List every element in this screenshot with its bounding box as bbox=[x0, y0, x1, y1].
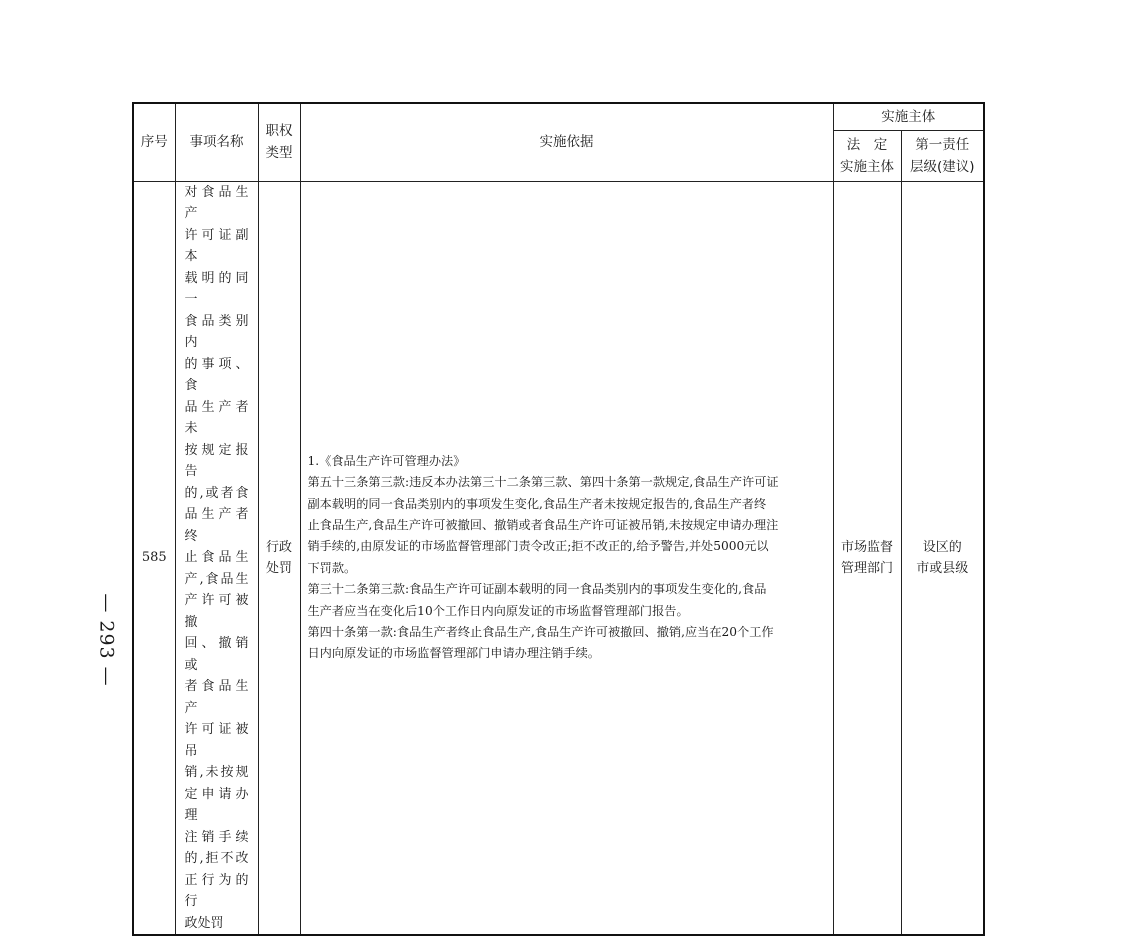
cell-basis bbox=[300, 181, 833, 935]
item-name-line: 定申请办理 bbox=[184, 786, 249, 823]
item-name-text bbox=[185, 182, 249, 935]
item-name-line: 销,未按规 bbox=[184, 765, 249, 780]
basis-line: 日内向原发证的市场监督管理部门申请办理注销手续。 bbox=[307, 646, 600, 661]
header-subject-group bbox=[833, 103, 984, 130]
item-name-line: 许可证副本 bbox=[184, 227, 249, 264]
header-subject-group-label: 实施主体 bbox=[881, 108, 936, 125]
header-legal-subject-line1: 法 定 bbox=[846, 136, 888, 153]
basis-line: 止食品生产,食品生产许可被撤回、撤销或者食品生产许可证被吊销,未按规定申请办理注 bbox=[307, 517, 779, 532]
header-seq-label: 序号 bbox=[140, 134, 168, 151]
cell-legal-subject bbox=[833, 181, 901, 935]
cell-power-type bbox=[258, 181, 300, 935]
basis-line: 下罚款。 bbox=[307, 560, 357, 575]
basis-line: 副本载明的同一食品类别内的事项发生变化,食品生产者未按规定报告的,食品生产者终 bbox=[307, 496, 767, 511]
power-type-line1: 行政 bbox=[265, 539, 292, 555]
item-name-line: 载明的同一 bbox=[184, 270, 249, 307]
item-name-line: 品生产者终 bbox=[184, 507, 249, 544]
item-name-line: 注销手续 bbox=[184, 829, 249, 845]
page-number-text: — 293 — bbox=[96, 593, 119, 687]
item-name-line: 回、撤销或 bbox=[184, 636, 249, 673]
first-responsibility-line1: 设区的 bbox=[922, 539, 962, 555]
item-name-line: 食品类别内 bbox=[184, 313, 249, 350]
item-name-line: 的,拒不改 bbox=[184, 851, 249, 866]
basis-text bbox=[308, 451, 826, 665]
first-responsibility-line2: 市或县级 bbox=[916, 560, 969, 576]
enforcement-table bbox=[132, 102, 985, 936]
item-name-line: 品生产者未 bbox=[184, 399, 249, 436]
header-item-name-label: 事项名称 bbox=[189, 134, 244, 151]
header-power-type-line1: 职权 bbox=[265, 123, 293, 140]
header-item-name bbox=[175, 103, 258, 181]
legal-subject-line2: 管理部门 bbox=[840, 560, 893, 576]
item-name-line: 者食品生产 bbox=[184, 679, 249, 716]
header-first-responsibility bbox=[901, 130, 984, 181]
header-first-responsibility-line1: 第一责任 bbox=[915, 136, 970, 153]
basis-line: 1.《食品生产许可管理办法》 bbox=[307, 453, 466, 468]
item-name-line: 产,食品生 bbox=[184, 571, 249, 587]
seq-value: 585 bbox=[141, 550, 167, 565]
header-seq bbox=[133, 103, 175, 181]
item-name-line: 许可证被吊 bbox=[184, 722, 249, 759]
basis-line: 生产者应当在变化后10个工作日内向原发证的市场监督管理部门报告。 bbox=[307, 603, 689, 618]
cell-seq bbox=[133, 181, 175, 935]
header-basis-label: 实施依据 bbox=[539, 134, 594, 151]
basis-line: 第四十条第一款:食品生产者终止食品生产,食品生产许可被撤回、撤销,应当在20个工作 bbox=[307, 624, 774, 639]
basis-line: 销手续的,由原发证的市场监督管理部门责令改正;拒不改正的,给予警告,并处5000元以 bbox=[307, 539, 769, 554]
basis-line: 第三十二条第三款:食品生产许可证副本载明的同一食品类别内的事项发生变化的,食品 bbox=[307, 582, 767, 597]
header-basis bbox=[300, 103, 833, 181]
header-power-type bbox=[258, 103, 300, 181]
table-row bbox=[133, 181, 984, 935]
item-name-line: 的,或者食 bbox=[184, 485, 249, 501]
item-name-line: 按规定报告 bbox=[184, 442, 249, 479]
legal-subject-line1: 市场监督 bbox=[840, 539, 893, 555]
power-type-line2: 处罚 bbox=[265, 560, 292, 576]
item-name-line: 对食品生产 bbox=[184, 184, 249, 221]
cell-item-name bbox=[175, 181, 258, 935]
basis-line: 第五十三条第三款:违反本办法第三十二条第三款、第四十条第一款规定,食品生产许可证 bbox=[307, 475, 779, 490]
header-first-responsibility-line2: 层级(建议) bbox=[909, 158, 975, 175]
item-name-line: 的事项、食 bbox=[184, 356, 249, 393]
item-name-line: 正行为的行 bbox=[184, 872, 249, 909]
header-power-type-line2: 类型 bbox=[265, 145, 293, 162]
page-number bbox=[86, 590, 128, 690]
item-name-line: 止食品生 bbox=[184, 550, 249, 565]
header-legal-subject-line2: 实施主体 bbox=[840, 158, 894, 175]
cell-first-responsibility bbox=[901, 181, 984, 935]
item-name-line: 产许可被撤 bbox=[184, 593, 249, 630]
item-name-line: 政处罚 bbox=[184, 915, 224, 931]
header-legal-subject bbox=[833, 130, 901, 181]
